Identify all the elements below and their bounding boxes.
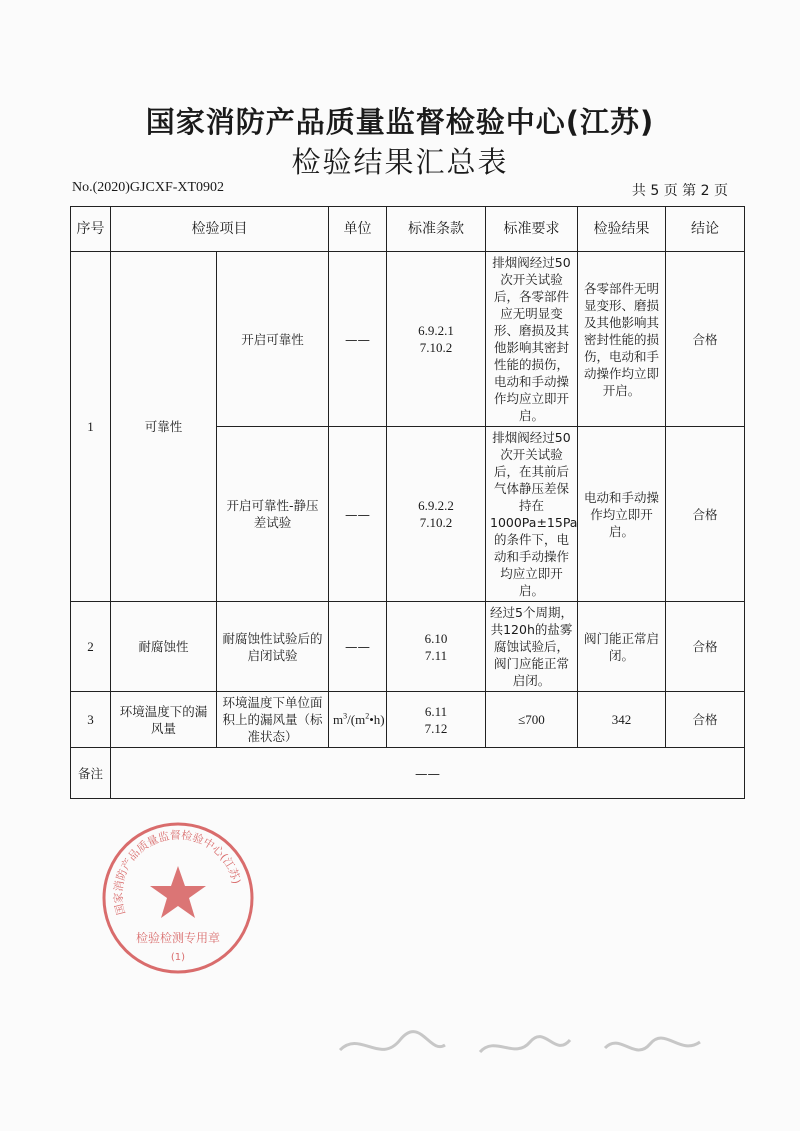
clause-line: 6.9.2.2 xyxy=(418,498,454,513)
requirement-cell: ≤700 xyxy=(486,692,578,748)
unit-part: •h) xyxy=(369,712,385,727)
subitem-cell: 开启可靠性 xyxy=(217,252,329,427)
subitem-cell: 环境温度下单位面积上的漏风量（标准状态） xyxy=(217,692,329,748)
seq-cell: 2 xyxy=(71,602,111,692)
seq-cell: 3 xyxy=(71,692,111,748)
seq-cell: 1 xyxy=(71,252,111,602)
remark-label: 备注 xyxy=(71,748,111,799)
result-cell: 阀门能正常启闭。 xyxy=(578,602,666,692)
unit-cell: —— xyxy=(329,252,387,427)
clause-line: 6.11 xyxy=(424,703,448,719)
item-cell: 可靠性 xyxy=(111,252,217,602)
clause-line: 7.12 xyxy=(424,720,448,736)
header-requirement: 标准要求 xyxy=(486,207,578,252)
report-title: 国家消防产品质量监督检验中心(江苏) xyxy=(145,105,655,139)
conclusion-cell: 合格 xyxy=(666,252,745,427)
unit-cell: —— xyxy=(329,602,387,692)
header-item: 检验项目 xyxy=(111,207,329,252)
result-cell: 342 xyxy=(578,692,666,748)
seal-bottom-text: 检验检测专用章 xyxy=(135,931,221,945)
header-clause: 标准条款 xyxy=(387,207,486,252)
unit-cell xyxy=(329,692,387,748)
clause-cell xyxy=(387,427,486,602)
header-unit: 单位 xyxy=(329,207,387,252)
remark-row xyxy=(71,748,745,799)
unit-exponent: 2 xyxy=(365,711,370,721)
requirement-cell: 经过5个周期，共120h的盐雾腐蚀试验后，阀门应能正常启闭。 xyxy=(486,602,578,692)
clause-line: 7.11 xyxy=(424,647,448,663)
unit-cell: —— xyxy=(329,427,387,602)
report-number: No.(2020)GJCXF-XT0902 xyxy=(72,180,225,195)
item-cell: 环境温度下的漏风量 xyxy=(111,692,217,748)
conclusion-cell: 合格 xyxy=(666,602,745,692)
unit-part: m xyxy=(333,712,344,727)
report-subtitle: 检验结果汇总表 xyxy=(291,145,509,179)
seal-number: (1) xyxy=(170,952,186,963)
table-row xyxy=(71,692,745,748)
subitem-cell: 开启可靠性-静压差试验 xyxy=(217,427,329,602)
table-header-row xyxy=(71,207,745,252)
unit-exponent: 3 xyxy=(343,711,348,721)
seal-ring-text: 国家消防产品质量监督检验中心(江苏) xyxy=(111,828,243,917)
item-cell: 耐腐蚀性 xyxy=(111,602,217,692)
header-conclusion: 结论 xyxy=(666,207,745,252)
clause-cell xyxy=(387,692,486,748)
conclusion-cell: 合格 xyxy=(666,427,745,602)
clause-line: 7.10.2 xyxy=(419,515,453,530)
clause-cell xyxy=(387,602,486,692)
table-row xyxy=(71,252,745,427)
results-table xyxy=(70,206,745,799)
page-info: 共 5 页 第 2 页 xyxy=(631,183,728,199)
header-seq: 序号 xyxy=(71,207,111,252)
clause-line: 6.10 xyxy=(424,630,448,646)
unit-part: /(m xyxy=(347,712,366,727)
header-result: 检验结果 xyxy=(578,207,666,252)
signature-marks xyxy=(330,1020,710,1070)
subitem-cell: 耐腐蚀性试验后的启闭试验 xyxy=(217,602,329,692)
result-cell: 各零部件无明显变形、磨损及其他影响其密封性能的损伤，电动和手动操作均立即开启。 xyxy=(578,252,666,427)
conclusion-cell: 合格 xyxy=(666,692,745,748)
clause-cell xyxy=(387,252,486,427)
table-row xyxy=(71,602,745,692)
remark-value: —— xyxy=(111,748,745,799)
clause-line: 6.9.2.1 xyxy=(418,323,454,338)
result-cell: 电动和手动操作均立即开启。 xyxy=(578,427,666,602)
clause-line: 7.10.2 xyxy=(419,340,453,355)
seal-star-icon xyxy=(150,866,206,918)
official-seal xyxy=(100,820,256,976)
requirement-cell: 排烟阀经过50次开关试验后，在其前后气体静压差保持在1000Pa±15Pa的条件下，电动和手动操作均应立即开启。 xyxy=(486,427,578,602)
requirement-cell: 排烟阀经过50次开关试验后，各零部件应无明显变形、磨损及其他影响其密封性能的损伤，电动和手动操作均应立即开启。 xyxy=(486,252,578,427)
